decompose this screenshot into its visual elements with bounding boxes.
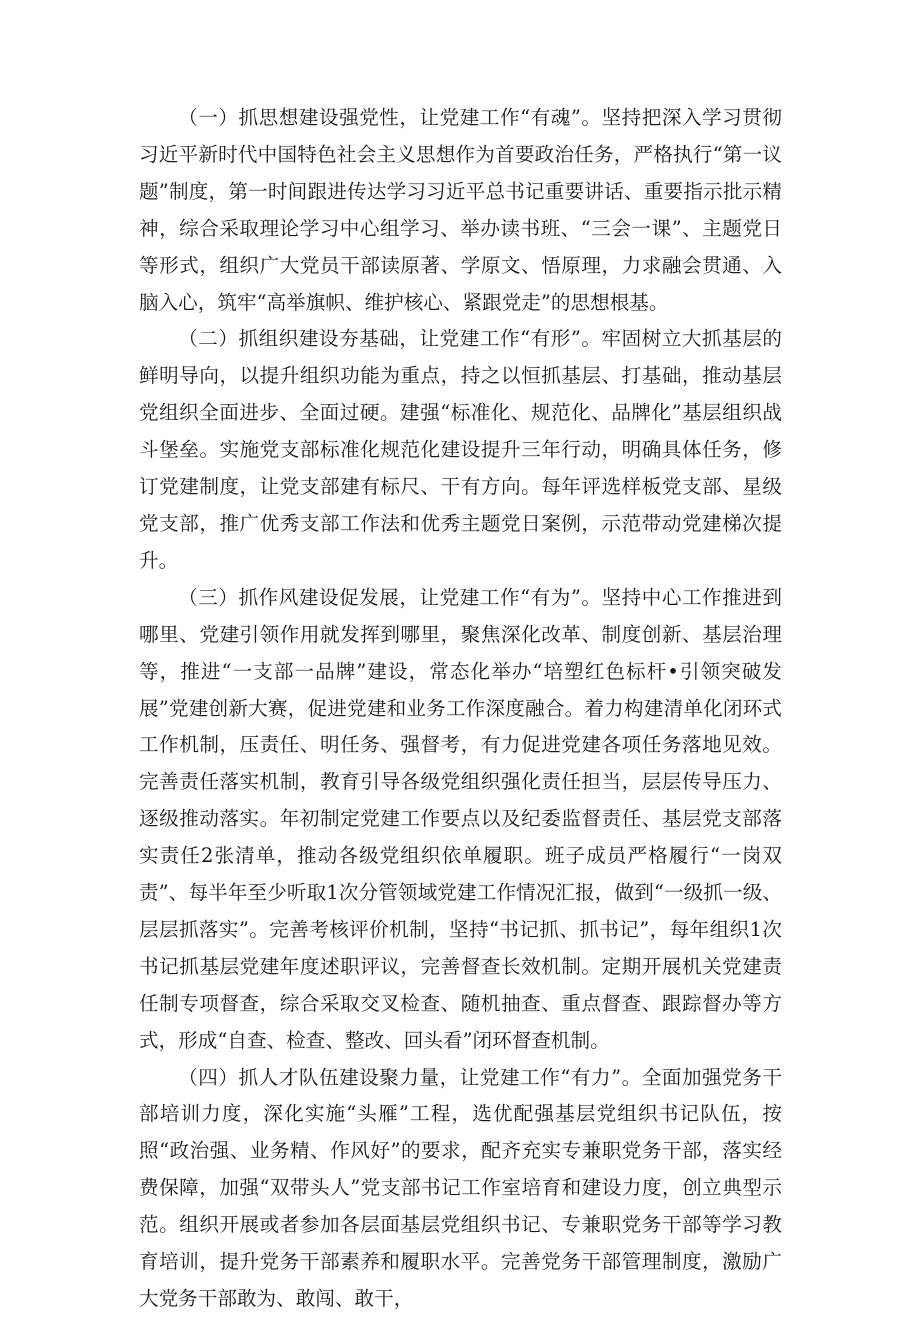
paragraph-talent-team-building: （四）抓人才队伍建设聚力量，让党建工作“有力”。全面加强党务干部培训力度，深化实施“头雁”工程，选优配强基层党组织书记队伍，按照“政治强、业务精、作风好”的要求，配齐充实专兼职党务干部，落实经费保障，加强“双带头人”党支部书记工作室培育和建设力度，创立典型示范。组织开展或者参加各层面基层党组织书记、专兼职党务干部等学习教育培训，提升党务干部素养和履职水平。完善党务干部管理制度，激励广大党务干部敢为、敢闯、敢干， <box>139 1065 782 1310</box>
paragraph-work-style-building: （三）抓作风建设促发展，让党建工作“有为”。坚持中心工作推进到哪里、党建引领作用就发挥到哪里，聚焦深化改革、制度创新、基层治理等，推进“一支部一品牌”建设，常态化举办“培塑红色标杆•引领突破发展”党建创新大赛，促进党建和业务工作深度融合。着力构建清单化闭环式工作机制，压责任、明任务、强督考，有力促进党建各项任务落地见效。完善责任落实机制，教育引导各级党组织强化责任担当，层层传导压力、逐级推动落实。年初制定党建工作要点以及纪委监督责任、基层党支部落实责任2张清单，推动各级党组织依单履职。班子成员严格履行“一岗双责”、每半年至少听取1次分管领域党建工作情况汇报，做到“一级抓一级、层层抓落实”。完善考核评价机制，坚持“书记抓、抓书记”，每年组织1次书记抓基层党建年度述职评议，完善督查长效机制。定期开展机关党建责任制专项督查，综合采取交叉检查、随机抽查、重点督查、跟踪督办等方式，形成“自查、检查、整改、回头看”闭环督查机制。 <box>139 585 782 1052</box>
paragraph-organizational-building: （二）抓组织建设夯基础，让党建工作“有形”。牢固树立大抓基层的鲜明导向，以提升组织功能为重点，持之以恒抓基层、打基础，推动基层党组织全面进步、全面过硬。建强“标准化、规范化、品牌化”基层组织战斗堡垒。实施党支部标准化规范化建设提升三年行动，明确具体任务，修订党建制度，让党支部建有标尺、干有方向。每年评选样板党支部、星级党支部，推广优秀支部工作法和优秀主题党日案例，示范带动党建梯次提升。 <box>139 327 782 572</box>
document-body <box>139 100 782 1318</box>
paragraph-ideological-building: （一）抓思想建设强党性，让党建工作“有魂”。坚持把深入学习贯彻习近平新时代中国特色社会主义思想作为首要政治任务，严格执行“第一议题”制度，第一时间跟进传达学习习近平总书记重要讲话、重要指示批示精神，综合采取理论学习中心组学习、举办读书班、“三会一课”、主题党日等形式，组织广大党员干部读原著、学原文、悟原理，力求融会贯通、入脑入心，筑牢“高举旗帜、维护核心、紧跟党走”的思想根基。 <box>139 106 782 314</box>
